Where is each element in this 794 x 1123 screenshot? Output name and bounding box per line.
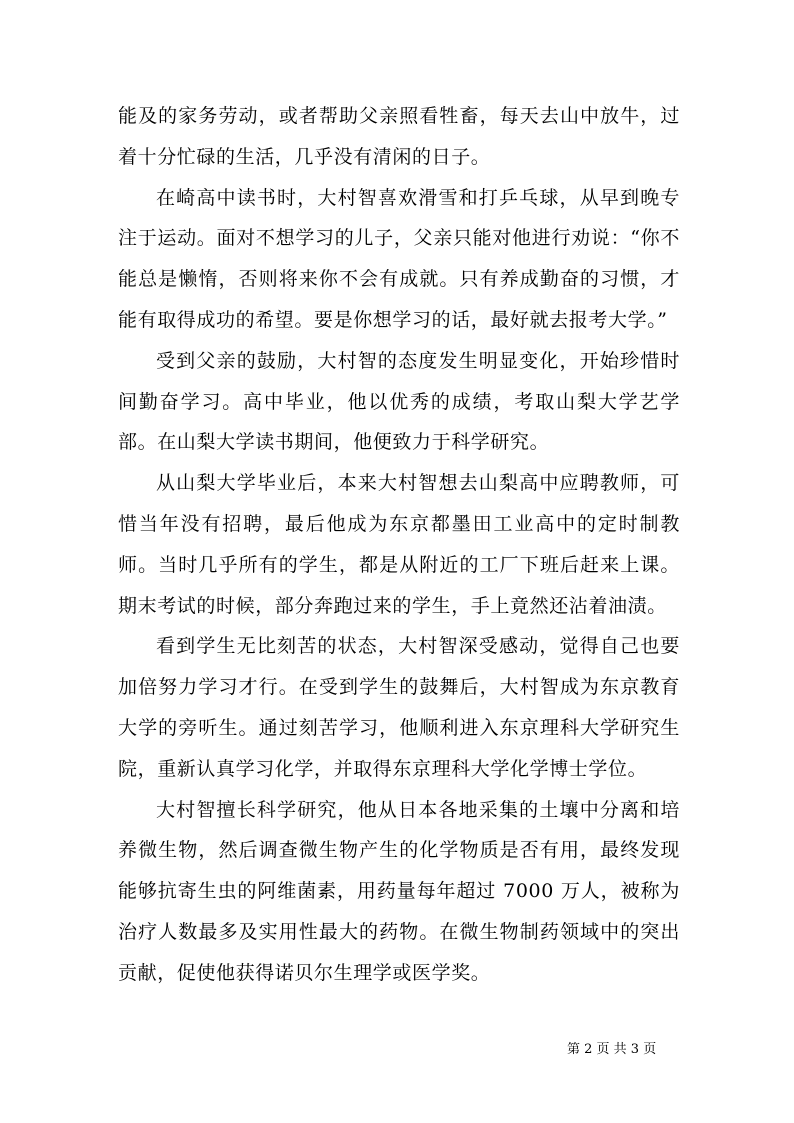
paragraph-6: 大村智擅长科学研究，他从日本各地采集的土壤中分离和培养微生物，然后调查微生物产生的化学物质是否有用，最终发现能够抗寄生虫的阿维菌素，用药量每年超过 7000 万人，被称为治疗人数最多及实用性最大的药物。在微生物制药领域中的突出贡献，促使他获得诺贝尔生理学或医学奖。 <box>118 798 680 984</box>
document-body <box>118 96 680 994</box>
paragraph-2: 在崎高中读书时，大村智喜欢滑雪和打乒乓球，从早到晚专注于运动。面对不想学习的儿子，父亲只能对他进行劝说：“你不能总是懒惰，否则将来你不会有成就。只有养成勤奋的习惯，才能有取得成功的希望。要是你想学习的话，最好就去报考大学。” <box>118 186 680 331</box>
paragraph-3: 受到父亲的鼓励，大村智的态度发生明显变化，开始珍惜时间勤奋学习。高中毕业，他以优秀的成绩，考取山梨大学艺学部。在山梨大学读书期间，他便致力于科学研究。 <box>118 349 680 454</box>
paragraph-4: 从山梨大学毕业后，本来大村智想去山梨高中应聘教师，可惜当年没有招聘，最后他成为东京都墨田工业高中的定时制教师。当时几乎所有的学生，都是从附近的工厂下班后赶来上课。期末考试的时候，部分奔跑过来的学生，手上竟然还沾着油渍。 <box>118 472 680 617</box>
paragraph-1: 能及的家务劳动，或者帮助父亲照看牲畜，每天去山中放牛，过着十分忙碌的生活，几乎没有清闲的日子。 <box>118 105 680 168</box>
paragraph-5: 看到学生无比刻苦的状态，大村智深受感动，觉得自己也要加倍努力学习才行。在受到学生的鼓舞后，大村智成为东京教育大学的旁听生。通过刻苦学习，他顺利进入东京理科大学研究生院，重新认真学习化学，并取得东京理科大学化学博士学位。 <box>118 635 680 780</box>
page-number-footer: 第 2 页 共 3 页 <box>567 1042 657 1057</box>
